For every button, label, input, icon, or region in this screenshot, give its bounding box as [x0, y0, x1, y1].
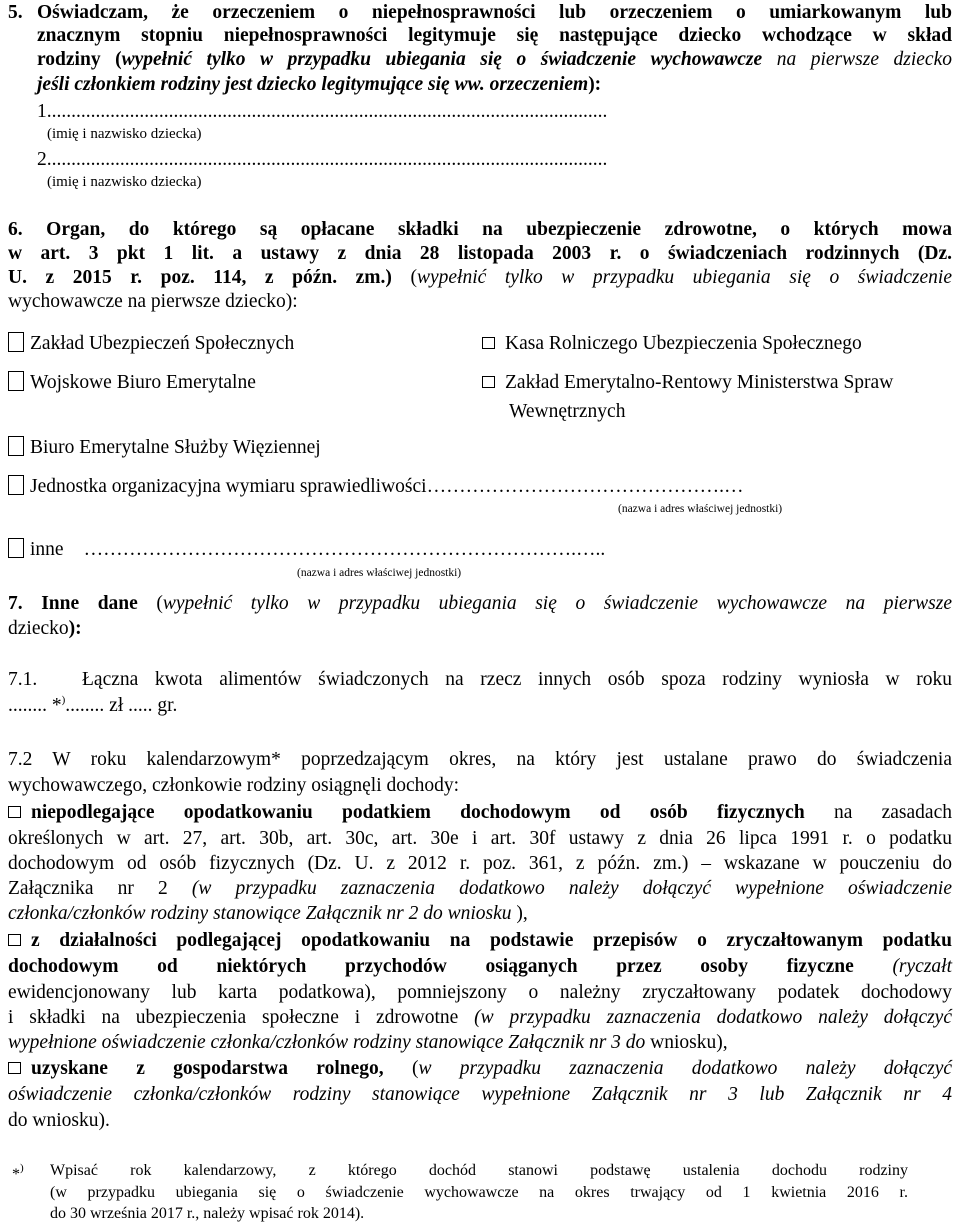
section-7-heading-d: dziecko — [8, 618, 69, 639]
income-option-2-line-4 — [8, 1005, 952, 1031]
checkbox-zus[interactable] — [8, 332, 24, 352]
item-7-1-number: 7.1. — [8, 669, 38, 690]
income-option-1-line-4b: (w przypadku zaznaczenia dodatkowo należy dołączyć wypełnione oświadczenie — [191, 878, 952, 899]
income-option-3[interactable] — [8, 1056, 952, 1082]
income-option-3-line-2: oświadczenie członka/członków rodziny stanowiące wypełnione Załącznik nr 3 lub Załącznik nr 4 — [8, 1084, 952, 1105]
checkbox-zer[interactable] — [482, 376, 495, 388]
income-option-2-line-2 — [8, 954, 952, 980]
income-option-1-tail: na zasadach — [804, 802, 952, 823]
option-wbe-label: Wojskowe Biuro Emerytalne — [30, 372, 256, 393]
child-1-field[interactable]: 1................................................................................................................... — [37, 101, 608, 122]
section-5-line-3a: rodziny ( — [37, 49, 122, 70]
jowiss-caption: (nazwa i adres właściwej jednostki) — [618, 503, 783, 515]
option-wbe[interactable] — [8, 370, 256, 396]
option-zer[interactable] — [482, 370, 893, 396]
year-field[interactable]: ........ * — [8, 695, 62, 716]
income-option-2-line-4a: i składki na ubezpieczenia społeczne i zdrowotne — [8, 1007, 475, 1028]
checkbox-income-lump-sum[interactable] — [8, 934, 21, 946]
section-6-line-1: 6. Organ, do którego są opłacane składki na ubezpieczenie zdrowotne, o których mowa — [8, 219, 952, 240]
income-option-1-line-2: określonych w art. 27, art. 30b, art. 30c, art. 30e i art. 30f ustawy z dnia 26 lipca 1991 r. o podatku — [8, 828, 952, 849]
footnote-star: * — [12, 1166, 20, 1183]
income-option-2-line-3: ewidencjonowany lub karta podatkowa), pomniejszony o należny zryczałtowany podatek dochodowy — [8, 982, 952, 1003]
income-option-2-line-5b: wniosku), — [645, 1032, 728, 1053]
section-7-heading-b: ( — [137, 593, 163, 614]
income-option-1-title: niepodlegające opodatkowaniu podatkiem dochodowym od osób fizycznych — [31, 802, 805, 823]
year-footnote-mark: ) — [61, 694, 66, 706]
child-1-caption: (imię i nazwisko dziecka) — [47, 126, 202, 142]
child-2-caption: (imię i nazwisko dziecka) — [47, 174, 202, 190]
section-7-heading — [8, 591, 952, 617]
section-5-line-4b: ): — [588, 74, 602, 95]
jowiss-name-field[interactable]: ……………………………………….… — [426, 476, 744, 497]
option-zer-label: Zakład Emerytalno-Rentowy Ministerstwa Spraw — [505, 372, 894, 393]
option-jowiss-label: Jednostka organizacyjna wymiaru sprawiedliwości — [30, 476, 427, 497]
option-jowiss[interactable] — [8, 474, 743, 500]
inne-caption: (nazwa i adres właściwej jednostki) — [297, 567, 462, 579]
section-6-line-3c: wypełnić tylko w przypadku ubiegania się o świadczenie — [416, 267, 952, 288]
section-7-heading-c: wypełnić tylko w przypadku ubiegania się o świadczenie wychowawcze na pierwsze — [162, 593, 952, 614]
section-5-line-3b: wypełnić tylko w przypadku ubiegania się o świadczenie wychowawcze — [121, 49, 763, 70]
income-option-1[interactable] — [8, 800, 952, 826]
footnote-mark — [12, 1162, 24, 1188]
section-6-line-4: wychowawcze na pierwsze dziecko): — [8, 291, 298, 312]
item-7-1-amount-line[interactable] — [8, 693, 177, 719]
footnote-line-3: do 30 września 2017 r., należy wpisać rok 2014). — [50, 1205, 365, 1222]
checkbox-besw[interactable] — [8, 436, 24, 456]
footnote-line-2: (w przypadku ubiegania się o świadczenie wychowawcze na okres trwający od 1 kwietnia 2016 r. — [50, 1184, 908, 1201]
option-zus[interactable] — [8, 331, 294, 357]
income-option-2-title: z działalności podlegającej opodatkowaniu na podstawie przepisów o zryczałtowanym podatku — [31, 930, 952, 951]
income-option-2-line-2b: (ryczałt — [892, 956, 953, 977]
income-option-3-line-3: do wniosku). — [8, 1110, 110, 1131]
income-option-1-line-5a: członka/członków rodziny stanowiące Załącznik nr 2 do wniosku — [8, 903, 512, 924]
checkbox-krus[interactable] — [482, 337, 495, 349]
income-option-2-line-5a: wypełnione oświadczenie członka/członków rodziny stanowiące Załącznik nr 3 do — [8, 1032, 646, 1053]
footnote-line-1: Wpisać rok kalendarzowy, z którego dochód stanowi podstawę ustalenia dochodu rodziny — [50, 1162, 908, 1179]
section-6-line-3b: ( — [391, 267, 417, 288]
income-option-3-line-1c: w przypadku zaznaczenia dodatkowo należy dołączyć — [418, 1058, 952, 1079]
amount-field[interactable]: ........ zł ..... gr. — [65, 695, 178, 716]
section-5-line-4a: jeśli członkiem rodziny jest dziecko legitymujące się ww. orzeczeniem — [37, 74, 589, 95]
section-7-heading-line-2 — [8, 616, 82, 642]
income-option-1-line-5b: ), — [511, 903, 528, 924]
section-7-heading-e: ): — [68, 618, 82, 639]
section-5-line-3c: na pierwsze dziecko — [762, 49, 952, 70]
item-7-2-line-2: wychowawczego, członkowie rodziny osiągnęli dochody: — [8, 775, 460, 796]
section-5-line-4 — [37, 72, 601, 98]
option-krus-label: Kasa Rolniczego Ubezpieczenia Społecznego — [505, 333, 862, 354]
item-7-2-line-1: 7.2 W roku kalendarzowym* poprzedzającym okres, na który jest ustalane prawo do świadczenia — [8, 749, 952, 770]
income-option-1-line-4a: Załącznika nr 2 — [8, 878, 192, 899]
checkbox-jowiss[interactable] — [8, 475, 24, 495]
section-6-line-2: w art. 3 pkt 1 lit. a ustawy z dnia 28 listopada 2003 r. o świadczeniach rodzinnych (Dz. — [8, 243, 952, 264]
income-option-2-line-2a: dochodowym od niektórych przychodów osiąganych przez osoby fizyczne — [8, 956, 854, 977]
section-6-line-3a: U. z 2015 r. poz. 114, z późn. zm.) — [8, 267, 392, 288]
income-option-1-line-5 — [8, 901, 528, 927]
section-5-line-2: znacznym stopniu niepełnosprawności legitymuje się następujące dziecko wchodzące w skład — [37, 25, 952, 46]
checkbox-wbe[interactable] — [8, 371, 24, 391]
option-zus-label: Zakład Ubezpieczeń Społecznych — [30, 333, 295, 354]
option-zer-label-2: Wewnętrznych — [509, 401, 626, 422]
option-inne[interactable] — [8, 537, 605, 563]
section-6-line-3 — [8, 265, 952, 291]
item-7-1-text: Łączna kwota alimentów świadczonych na rzecz innych osób spoza rodziny wyniosła w roku — [82, 669, 952, 690]
income-option-2-line-5 — [8, 1030, 728, 1056]
checkbox-income-farm[interactable] — [8, 1062, 21, 1074]
checkbox-inne[interactable] — [8, 538, 24, 558]
section-5-line-1: Oświadczam, że orzeczeniem o niepełnosprawności lub orzeczeniem o umiarkowanym lub — [37, 2, 952, 23]
income-option-1-line-4 — [8, 876, 952, 902]
option-krus[interactable] — [482, 331, 862, 357]
option-besw[interactable] — [8, 435, 321, 461]
income-option-1-line-3: dochodowym od osób fizycznych (Dz. U. z 2012 r. poz. 361, z późn. zm.) – wskazane w pouczeniu do — [8, 853, 952, 874]
income-option-3-title: uzyskane z gospodarstwa rolnego, — [31, 1058, 384, 1079]
income-option-3-paren: ( — [383, 1058, 419, 1079]
income-option-2[interactable] — [8, 928, 952, 954]
section-5-number: 5. — [8, 2, 23, 23]
section-5-line-3 — [37, 47, 952, 73]
section-7-heading-a: 7. Inne dane — [8, 593, 138, 614]
footnote-sup: ) — [20, 1162, 24, 1174]
income-option-2-line-4b: (w przypadku zaznaczenia dodatkowo należy dołączyć — [474, 1007, 952, 1028]
child-2-field[interactable]: 2................................................................................................................... — [37, 149, 608, 170]
option-inne-label: inne — [30, 539, 64, 560]
option-besw-label: Biuro Emerytalne Służby Więziennej — [30, 437, 321, 458]
checkbox-income-untaxed[interactable] — [8, 806, 21, 818]
inne-name-field[interactable]: ………………………………………………………………….….. — [83, 539, 606, 560]
